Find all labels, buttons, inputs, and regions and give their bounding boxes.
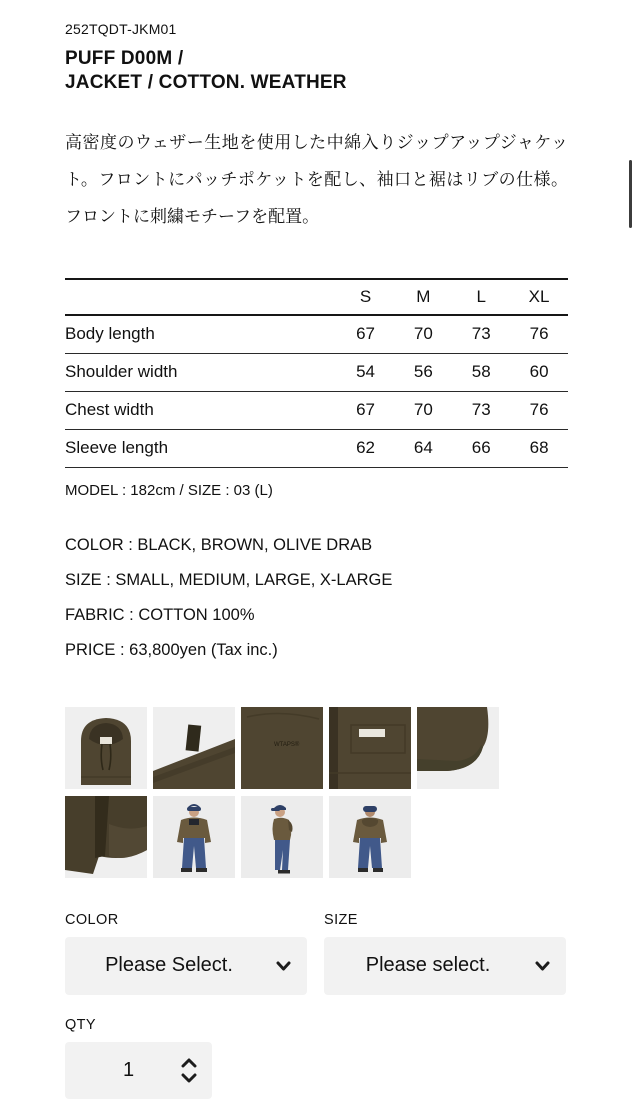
cell-value: 73	[452, 315, 510, 353]
size-table	[65, 278, 568, 468]
option-selectors	[65, 912, 568, 995]
model-back-image	[329, 796, 411, 878]
size-label: SIZE	[324, 911, 358, 928]
thumbnail-model-side[interactable]	[241, 796, 323, 878]
size-table-corner-cell	[65, 279, 337, 315]
size-column-m: M	[394, 279, 452, 315]
row-label: Chest width	[65, 391, 337, 429]
detail-color: COLOR : BLACK, BROWN, OLIVE DRAB	[65, 535, 373, 554]
cell-value: 56	[394, 353, 452, 391]
model-info: MODEL : 182cm / SIZE : 03 (L)	[65, 481, 273, 499]
scrollbar-thumb[interactable]	[629, 160, 632, 228]
thumbnail-lining-detail[interactable]	[65, 796, 147, 878]
thumbnail-jacket-front-hood[interactable]	[65, 707, 147, 789]
chest-logo-image	[241, 707, 323, 789]
color-select-value: Please Select.	[105, 954, 233, 976]
thumbnail-model-back[interactable]	[329, 796, 411, 878]
shoulder-hang-tab-image	[153, 707, 235, 789]
chevron-down-icon	[276, 960, 291, 972]
model-front-image	[153, 796, 235, 878]
wtaps-logo-text: WTAPS®	[274, 741, 300, 748]
size-select-value: Please select.	[365, 954, 491, 976]
cell-value: 58	[452, 353, 510, 391]
qty-group	[65, 1017, 568, 1099]
cell-value: 67	[337, 315, 395, 353]
qty-stepper	[166, 1058, 212, 1083]
row-label: Sleeve length	[65, 429, 337, 467]
qty-decrement-button[interactable]	[181, 1073, 197, 1083]
jacket-front-hood-image	[65, 707, 147, 789]
thumbnail-gallery	[65, 707, 568, 878]
cell-value: 66	[452, 429, 510, 467]
size-column-s: S	[337, 279, 395, 315]
chevron-up-icon	[181, 1058, 197, 1068]
lining-image	[65, 796, 147, 878]
color-label: COLOR	[65, 911, 119, 928]
cell-value: 54	[337, 353, 395, 391]
thumbnail-chest-logo-detail[interactable]	[241, 707, 323, 789]
detail-fabric: FABRIC : COTTON 100%	[65, 605, 255, 624]
page-title-line1: PUFF D00M /	[65, 48, 184, 69]
pocket-label-image	[329, 707, 411, 789]
qty-increment-button[interactable]	[181, 1058, 197, 1068]
hem-corner-image	[417, 707, 499, 789]
size-column-l: L	[452, 279, 510, 315]
size-select-group	[324, 912, 566, 995]
cell-value: 70	[394, 315, 452, 353]
thumbnail-pocket-label-detail[interactable]	[329, 707, 411, 789]
model-side-image	[241, 796, 323, 878]
thumbnail-hem-corner-detail[interactable]	[417, 707, 499, 789]
cell-value: 76	[510, 315, 568, 353]
cell-value: 67	[337, 391, 395, 429]
product-code: 252TQDT-JKM01	[65, 21, 177, 37]
thumbnail-shoulder-hang-tab-detail[interactable]	[153, 707, 235, 789]
detail-price: PRICE : 63,800yen (Tax inc.)	[65, 640, 278, 659]
table-row	[65, 315, 568, 353]
table-row	[65, 391, 568, 429]
qty-label: QTY	[65, 1016, 97, 1033]
product-description: 高密度のウェザー生地を使用した中綿入りジップアップジャケット。フロントにパッチポケットを配し、袖口と裾はリブの仕様。フロントに刺繍モチーフを配置。	[65, 133, 568, 226]
cell-value: 76	[510, 391, 568, 429]
cell-value: 62	[337, 429, 395, 467]
cell-value: 60	[510, 353, 568, 391]
table-row	[65, 429, 568, 467]
size-column-xl: XL	[510, 279, 568, 315]
size-select[interactable]	[324, 937, 566, 995]
color-select[interactable]	[65, 937, 307, 995]
detail-size: SIZE : SMALL, MEDIUM, LARGE, X-LARGE	[65, 570, 393, 589]
cell-value: 73	[452, 391, 510, 429]
row-label: Shoulder width	[65, 353, 337, 391]
cell-value: 70	[394, 391, 452, 429]
qty-input[interactable]	[65, 1042, 212, 1099]
page-title-line2: JACKET / COTTON. WEATHER	[65, 72, 347, 93]
cell-value: 68	[510, 429, 568, 467]
chevron-down-icon	[181, 1073, 197, 1083]
page-title	[65, 47, 568, 95]
chevron-down-icon	[535, 960, 550, 972]
row-label: Body length	[65, 315, 337, 353]
qty-value[interactable]: 1	[122, 1058, 135, 1081]
cell-value: 64	[394, 429, 452, 467]
product-details	[65, 537, 568, 658]
thumbnail-model-front[interactable]	[153, 796, 235, 878]
size-table-header-row	[65, 279, 568, 315]
table-row	[65, 353, 568, 391]
color-select-group	[65, 912, 307, 995]
